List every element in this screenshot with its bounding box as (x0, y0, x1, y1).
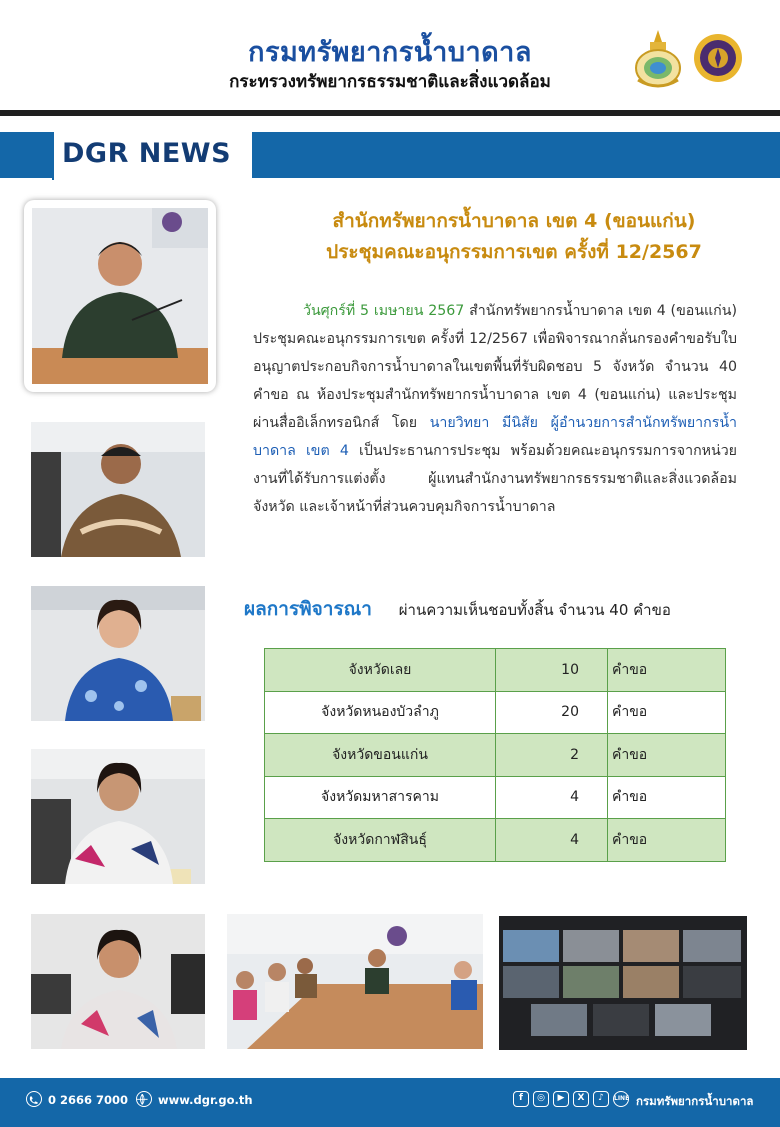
photo-committee-member-4 (31, 914, 205, 1049)
count-cell: 4 (496, 819, 608, 862)
table-row (265, 776, 726, 819)
photo-committee-member-2 (31, 586, 205, 721)
unit-cell: คำขอ (608, 734, 726, 777)
table-row (265, 691, 726, 734)
page-header (0, 0, 780, 112)
headline-line-2: ประชุมคณะอนุกรรมการเขต ครั้งที่ 12/2567 (326, 241, 702, 263)
province-cell: จังหวัดกาฬสินธุ์ (265, 819, 496, 862)
x-icon[interactable]: X (573, 1091, 589, 1107)
ministry-seal-icon (693, 33, 743, 83)
photo-committee-member-3 (31, 749, 205, 884)
article-date: วันศุกร์ที่ 5 เมษายน 2567 (303, 303, 465, 319)
table-row (265, 734, 726, 777)
headline-line-1: สำนักทรัพยากรน้ำบาดาล เขต 4 (ขอนแก่น) (332, 210, 696, 232)
article-headline (274, 206, 754, 268)
globe-icon (136, 1091, 152, 1107)
count-cell: 20 (496, 691, 608, 734)
result-summary-row (244, 594, 754, 624)
article-text-part-1: สำนักทรัพยากรน้ำบาดาล เขต 4 (ขอนแก่น) ประชุมคณะอนุกรรมการเขต ครั้งที่ 12/2567 เพื่อพิจารณากลั่นกรองคำขอรับใบอนุญาตประกอบกิจการน้ำบาดาลในเขตพื้นที่รับผิดชอบ 5 จังหวัด จำนวน 40 คำขอ ณ ห้องประชุมสำนักทรัพยากรน้ำบาดาล เขต 4 (ขอนแก่น) และประชุมผ่านสื่ออิเล็กทรอนิกส์ โดย (253, 303, 737, 431)
dgr-logo-icon (632, 28, 684, 90)
province-cell: จังหวัดหนองบัวลำภู (265, 691, 496, 734)
main-photo-director (24, 200, 216, 392)
result-label: ผลการพิจารณา (244, 598, 372, 620)
header-divider (0, 110, 780, 116)
article-chairperson: นายวิทยา มีนิสัย ผู้อำนวยการสำนักทรัพยากรน้ำบาดาล เขต 4 (253, 415, 738, 459)
table-row (265, 819, 726, 862)
unit-cell: คำขอ (608, 691, 726, 734)
province-cell: จังหวัดมหาสารคาม (265, 776, 496, 819)
instagram-icon[interactable]: ◎ (533, 1091, 549, 1107)
province-cell: จังหวัดขอนแก่น (265, 734, 496, 777)
phone-icon (26, 1091, 42, 1107)
table-row (265, 649, 726, 692)
line-icon[interactable]: LINE (613, 1091, 629, 1107)
facebook-icon[interactable]: f (513, 1091, 529, 1107)
result-summary: ผ่านความเห็นชอบทั้งสิ้น จำนวน 40 คำขอ (398, 601, 671, 619)
unit-cell: คำขอ (608, 776, 726, 819)
photo-online-meeting-screen (499, 916, 747, 1050)
count-cell: 2 (496, 734, 608, 777)
org-title: กรมทรัพยากรน้ำบาดาล (248, 37, 532, 68)
tiktok-icon[interactable]: ♪ (593, 1091, 609, 1107)
photo-committee-member-1 (31, 422, 205, 557)
unit-cell: คำขอ (608, 819, 726, 862)
youtube-icon[interactable]: ▶ (553, 1091, 569, 1107)
news-banner-label: DGR NEWS (62, 138, 232, 169)
footer-phone: 0 2666 7000 (48, 1093, 129, 1107)
footer-org-name: กรมทรัพยากรน้ำบาดาล (636, 1094, 754, 1108)
footer-website[interactable]: www.dgr.go.th (158, 1093, 253, 1107)
count-cell: 4 (496, 776, 608, 819)
photo-meeting-room (227, 914, 483, 1049)
article-body (253, 297, 737, 521)
count-cell: 10 (496, 649, 608, 692)
ministry-subtitle: กระทรวงทรัพยากรธรรมชาติและสิ่งแวดล้อม (229, 72, 551, 92)
unit-cell: คำขอ (608, 649, 726, 692)
results-table (264, 648, 726, 862)
article-text-part-2: เป็นประธานการประชุม พร้อมด้วยคณะอนุกรรมการจากหน่วยงานที่ได้รับการแต่งตั้ง ผู้แทนสำนักงานทรัพยากรธรรมชาติและสิ่งแวดล้อมจังหวัด และเจ้าหน้าที่ส่วนควบคุมกิจการน้ำบาดาล (253, 443, 737, 515)
province-cell: จังหวัดเลย (265, 649, 496, 692)
